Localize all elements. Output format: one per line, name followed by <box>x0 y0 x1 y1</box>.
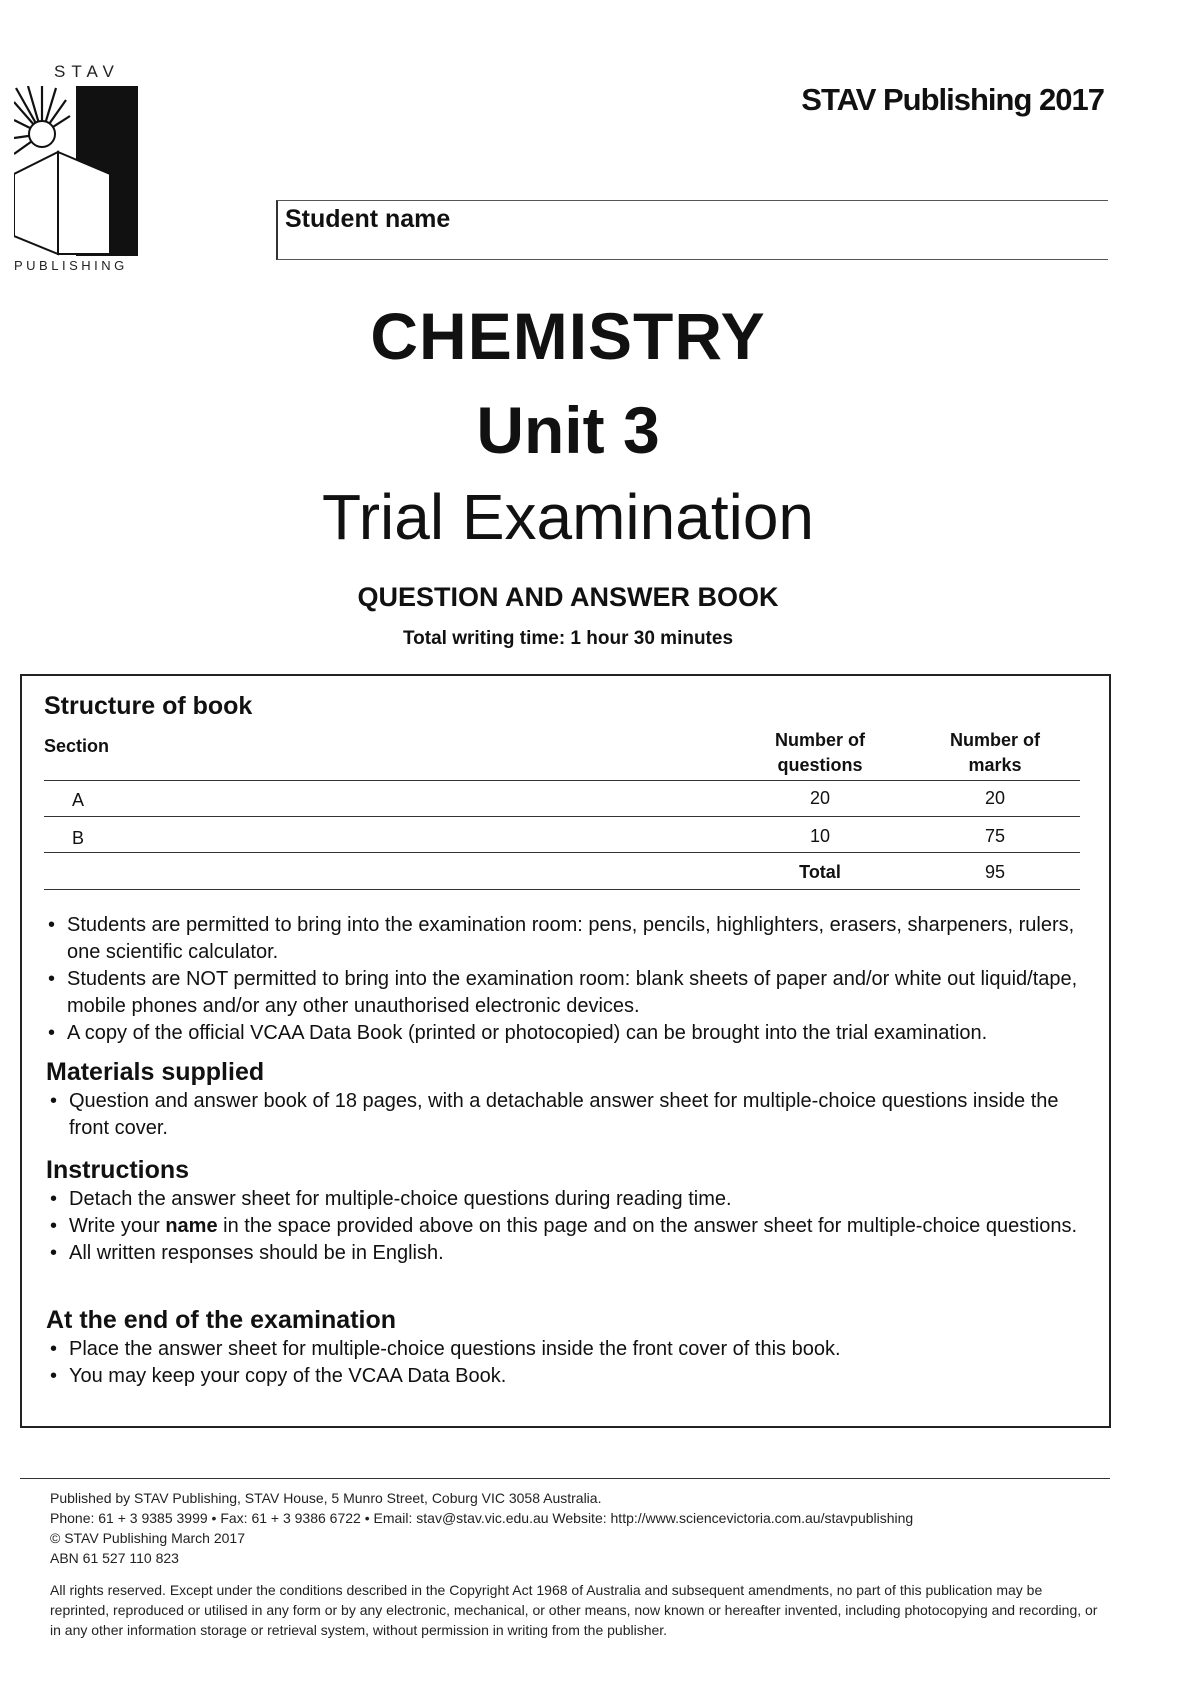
table-divider <box>44 816 1080 817</box>
instructions-heading: Instructions <box>46 1156 190 1184</box>
unit-title: Unit 3 <box>476 393 660 467</box>
col-questions-header: Number of questions <box>775 730 865 775</box>
book-subtitle: QUESTION AND ANSWER BOOK <box>357 582 779 612</box>
list-item: • Write your name in the space provided above on this page and on the answer sheet for multiple-choice questions. <box>46 1213 1086 1240</box>
structure-heading: Structure of book <box>44 692 253 720</box>
exam-title: Trial Examination <box>321 481 815 553</box>
col-section-header: Section <box>44 736 110 756</box>
stav-logo <box>14 86 138 256</box>
row-questions: 20 <box>809 788 831 808</box>
logo-bottom-text: PUBLISHING <box>14 258 128 273</box>
end-list <box>46 1336 1086 1390</box>
sun-icon <box>29 121 55 147</box>
materials-list <box>46 1088 1086 1142</box>
total-label: Total <box>799 862 841 882</box>
total-marks: 95 <box>984 862 1006 882</box>
publisher-label: STAV Publishing 2017 <box>801 82 1104 117</box>
subject-title: CHEMISTRY <box>370 299 766 373</box>
end-heading: At the end of the examination <box>46 1306 397 1334</box>
table-divider <box>44 852 1080 853</box>
logo-top-text: STAV <box>54 62 120 81</box>
list-item: • Place the answer sheet for multiple-choice questions inside the front cover of this book. <box>46 1336 1086 1363</box>
list-item: • Question and answer book of 18 pages, with a detachable answer sheet for multiple-choice questions inside the front cover. <box>46 1088 1086 1142</box>
book-icon <box>14 152 58 254</box>
list-item: • Detach the answer sheet for multiple-choice questions during reading time. <box>46 1186 1086 1213</box>
list-item: • Students are NOT permitted to bring into the examination room: blank sheets of paper and/or white out liquid/tape, mobile phones and/or any other unauthorised electronic devices. <box>44 966 1084 1020</box>
materials-heading: Materials supplied <box>46 1058 265 1086</box>
row-marks: 75 <box>984 826 1006 846</box>
list-item: • All written responses should be in English. <box>46 1240 1086 1267</box>
row-section: B <box>72 828 85 848</box>
student-name-label: Student name <box>285 205 451 233</box>
footer-divider <box>20 1478 1110 1479</box>
writing-time: Total writing time: 1 hour 30 minutes <box>402 628 734 649</box>
list-item: • A copy of the official VCAA Data Book (printed or photocopied) can be brought into the trial examination. <box>44 1020 1084 1047</box>
table-divider <box>44 780 1080 781</box>
rights-notice: All rights reserved. Except under the conditions described in the Copyright Act 1968 of Australia and subsequent amendments, no part of this publication may be reprinted, reproduced or utilised in any form or by any electronic, mechanical, or other means, now known or hereafter invented, including photocopying and recording, or in any other information storage or retrieval system, without permission in writing from the publisher. <box>50 1582 1098 1638</box>
row-marks: 20 <box>984 788 1006 808</box>
row-section: A <box>72 790 85 810</box>
instructions-list <box>46 1186 1086 1267</box>
list-item: • Students are permitted to bring into the examination room: pens, pencils, highlighters, erasers, sharpeners, rulers, one scientific calculator. <box>44 912 1084 966</box>
publisher-info: Published by STAV Publishing, STAV House, 5 Munro Street, Coburg VIC 3058 Australia. Phone: 61 + 3 9385 3999 • Fax: 61 + 3 9386 6722 • Email: stav@stav.vic.edu.au Website: http://www.sciencevictoria.com.au/stavpublishing © STAV Publishing March 2017 ABN 61 527 110 823 <box>50 1490 914 1566</box>
list-item: • You may keep your copy of the VCAA Data Book. <box>46 1363 1086 1390</box>
row-questions: 10 <box>809 826 831 846</box>
table-divider <box>44 889 1080 890</box>
col-marks-header: Number of marks <box>950 730 1040 775</box>
rules-list <box>44 912 1084 1047</box>
